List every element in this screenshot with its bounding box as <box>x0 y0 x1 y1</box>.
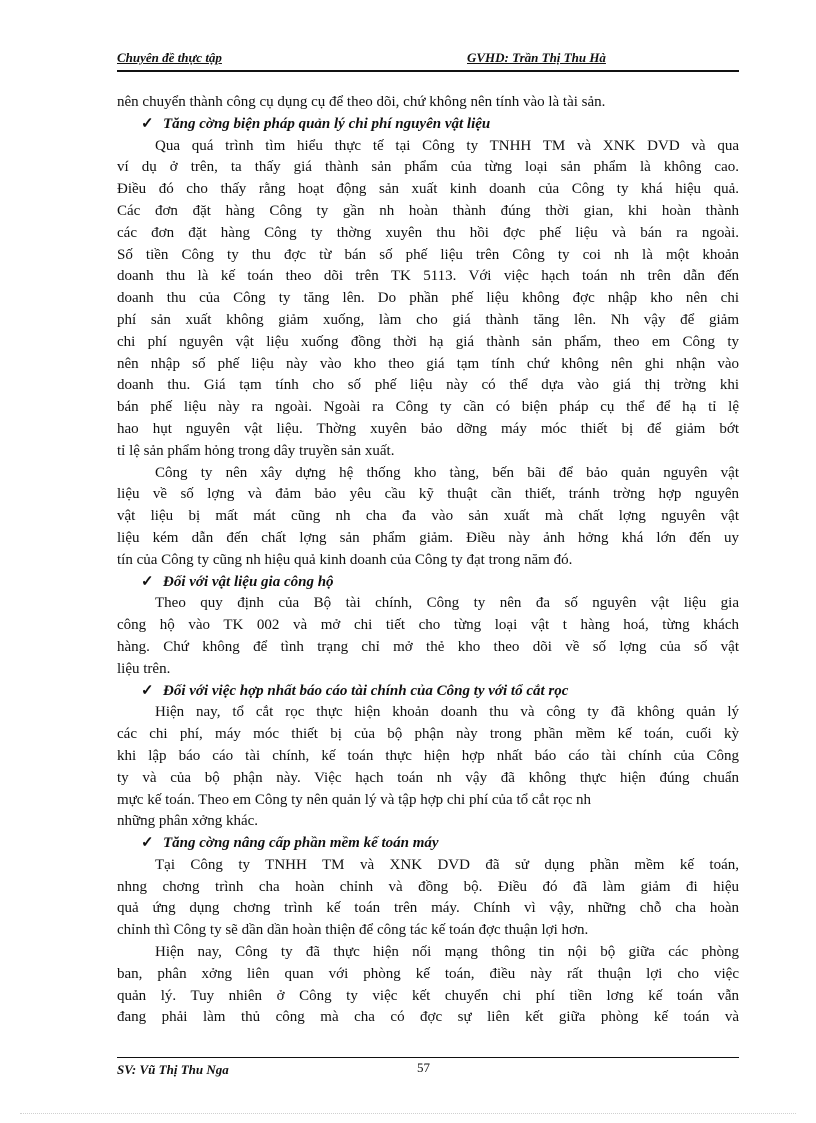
paragraph-line: doanh thu. Giá tạm tính cho số phế liệu này có thể dựa vào giá thị trờng khi <box>117 377 739 394</box>
page-footer <box>117 1057 739 1082</box>
paragraph-line: doanh thu của Công ty tăng lên. Do phần phế liệu không đợc nhập kho nên chi <box>117 290 739 307</box>
paragraph-line: những phân xởng khác. <box>117 813 259 830</box>
paragraph-line: ví dụ ở trên, ta thấy giá thành sản phẩm của từng loại sản phẩm là không cao. <box>117 159 739 176</box>
check-icon: ✓ <box>141 835 154 852</box>
paragraph-line: quả ứng dụng chơng trình kế toán trên máy. Chính vì vậy, những chỗ cha hoàn <box>117 900 739 917</box>
paragraph-line: bán phế liệu này ra ngoài. Ngoài ra Công ty cần có biện pháp cụ thể để hạ tỉ lệ <box>117 399 739 416</box>
header-advisor: GVHD: Trần Thị Thu Hà <box>467 50 606 65</box>
section-heading-text: Đối với vật liệu gia công hộ <box>163 573 334 590</box>
paragraph-line: Qua quá trình tìm hiểu thực tế tại Công ty TNHH TM và XNK DVD và qua <box>155 137 739 154</box>
paragraph-line: chi phí nguyên vật liệu xuống đồng thời hạ giá thành sản phẩm, theo em Công ty <box>117 333 739 350</box>
paragraph-line: Tại Công ty TNHH TM và XNK DVD đã sử dụng phần mềm kế toán, <box>155 856 739 873</box>
paragraph-line: doanh thu là kế toán theo dõi trên TK 5113. Với việc hạch toán nh trên dẫn đến <box>117 268 739 285</box>
paragraph-line: hao hụt nguyên vật liệu. Thờng xuyên bảo dỡng máy móc thiết bị để giảm bớt <box>117 420 739 437</box>
paragraph-line: liệu kém dẫn đến chất lợng sản phẩm giảm. Điều này ảnh hởng khá lớn đến uy <box>117 529 739 546</box>
check-icon: ✓ <box>141 682 154 699</box>
paragraph-line: Công ty nên xây dựng hệ thống kho tàng, bến bãi để bảo quản nguyên vật <box>155 464 739 481</box>
paragraph-line: khi lập báo cáo tài chính, kế toán thực hiện hợp nhất báo cáo tài chính của Công <box>117 747 739 764</box>
paragraph-line: ban, phân xởng liên quan với phòng kế toán, điều này rất thuận lợi cho việc <box>117 965 739 982</box>
paragraph-line: phí sản xuất không giảm xuống, làm cho giá thành tăng lên. Nh vậy để giảm <box>117 311 739 328</box>
section-heading-text: Đối với việc hợp nhất báo cáo tài chính của Công ty với tổ cắt rọc <box>163 682 569 699</box>
section-heading-outsourced-materials <box>117 572 739 594</box>
paragraph-line: các đơn đặt hàng Công ty thờng xuyên thu hồi đợc phế liệu và bán ra ngoài. <box>117 224 739 241</box>
paragraph-line: Hiện nay, Công ty đã thực hiện nối mạng thông tin nội bộ giữa các phòng <box>155 944 739 961</box>
paragraph-line: tỉ lệ sản phẩm hỏng trong dây truyền sản xuất. <box>117 442 395 459</box>
paragraph-line: hàng. Chứ không để tình trạng chỉ mở thẻ kho theo dõi về số lợng của số vật <box>117 638 739 655</box>
paragraph-line: Điều đó cho thấy rằng hoạt động sản xuất kinh doanh của Công ty khá hiệu quả. <box>117 181 739 198</box>
paragraph-line: tín của Công ty cũng nh hiệu quả kinh doanh của Công ty đạt trong năm đó. <box>117 551 573 568</box>
paragraph-line: Các đơn đặt hàng Công ty gần nh hoàn thành đúng thời gian, khi hoàn thành <box>117 202 739 219</box>
document-body <box>117 92 739 1029</box>
paragraph-line: đang phải làm thủ công mà cha có đợc sự liên kết giữa phòng kế toán và <box>117 1009 739 1026</box>
page-number: 57 <box>417 1060 430 1075</box>
paragraph-line: chỉnh thì Công ty sẽ dần dần hoàn thiện để công tác kế toán đợc thuận lợi hơn. <box>117 922 589 939</box>
section-heading-consolidation <box>117 681 739 703</box>
paragraph-line: Hiện nay, tổ cắt rọc thực hiện khoản doanh thu và công ty đã không quản lý <box>155 704 739 721</box>
section-heading-text: Tăng cờng biện pháp quản lý chi phí nguyên vật liệu <box>163 115 491 132</box>
check-icon: ✓ <box>141 115 154 132</box>
paragraph-line: mực kế toán. Theo em Công ty nên quản lý và tập hợp chi phí của tổ cắt rọc nh <box>117 791 591 808</box>
paragraph-line: các chi phí, máy móc thiết bị của bộ phận này trong phần mềm kế toán, cuối kỳ <box>117 726 739 743</box>
intro-line: nên chuyển thành công cụ dụng cụ để theo dõi, chứ không nên tính vào là tài sản. <box>117 94 606 110</box>
paragraph-line: Số tiền Công ty thu đợc từ bán số phế liệu trên Công ty coi nh là một khoản <box>117 246 739 263</box>
page-bottom-border <box>20 1113 796 1114</box>
paragraph-line: vật liệu bị mất mát cũng nh cha đa vào sản xuất mà chất lợng nguyên vật <box>117 508 739 525</box>
section-heading-text: Tăng cờng nâng cấp phần mềm kế toán máy <box>163 835 439 852</box>
footer-author: SV: Vũ Thị Thu Nga <box>117 1062 229 1077</box>
page-header <box>117 50 739 72</box>
section-heading-materials-cost <box>117 114 739 136</box>
paragraph-line: nên nhập số phế liệu này vào kho theo giá tạm tính chứ không nên ghi nhận vào <box>117 355 739 372</box>
paragraph-line: liệu về số lợng và đảm bảo yêu cầu kỹ thuật cần thiết, tránh trờng hợp nguyên <box>117 486 739 503</box>
paragraph-line: ty và của bộ phận này. Việc hạch toán nh vậy đã không thực hiện đúng chuẩn <box>117 769 739 786</box>
paragraph-line: công hộ vào TK 002 và mở chi tiết cho từng loại vật t hàng hoá, từng khách <box>117 617 739 634</box>
paragraph-line: Theo quy định của Bộ tài chính, Công ty nên đa số nguyên vật liệu gia <box>155 595 739 612</box>
section-heading-accounting-software <box>117 833 739 855</box>
paragraph-line: liệu trên. <box>117 660 171 677</box>
paragraph-line: quản lý. Tuy nhiên ở Công ty việc kết chuyển chi phí tiền lơng kế toán vẫn <box>117 987 739 1004</box>
check-icon: ✓ <box>141 573 154 590</box>
header-topic: Chuyên đề thực tập <box>117 50 222 65</box>
paragraph-line: nhng chơng trình cha hoàn chỉnh và đồng bộ. Điều đó đã làm giảm đi hiệu <box>117 878 739 895</box>
